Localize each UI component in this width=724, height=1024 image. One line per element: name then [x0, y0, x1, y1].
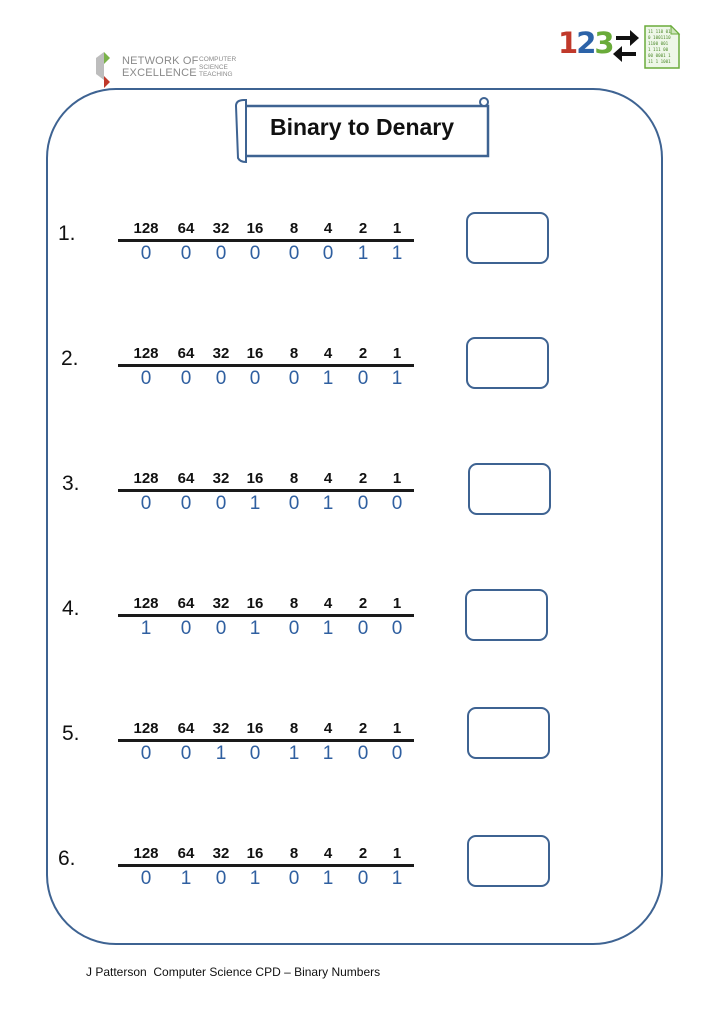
binary-digits [118, 743, 414, 767]
logo-line-2: EXCELLENCE [122, 67, 197, 79]
place-value: 32 [212, 845, 230, 862]
place-value: 16 [246, 595, 264, 612]
divider-line [118, 364, 414, 367]
place-value: 8 [289, 720, 299, 737]
place-value: 16 [246, 345, 264, 362]
place-value: 128 [133, 220, 159, 237]
place-value: 128 [133, 720, 159, 737]
binary-digit: 1 [322, 743, 334, 764]
place-value: 64 [177, 345, 195, 362]
question-number: 2. [61, 347, 79, 370]
digit-three: 3 [594, 26, 613, 60]
place-value: 2 [358, 845, 368, 862]
digit-one: 1 [558, 26, 577, 60]
place-value-header [118, 470, 414, 490]
place-value: 8 [289, 845, 299, 862]
place-value: 4 [323, 720, 333, 737]
binary-digit: 0 [215, 868, 227, 889]
place-value: 32 [212, 720, 230, 737]
doc-icon-line: 00 0001 1 [648, 53, 671, 58]
binary-digit: 0 [140, 368, 152, 389]
binary-digit: 0 [140, 743, 152, 764]
place-value: 64 [177, 595, 195, 612]
place-value-header [118, 845, 414, 865]
binary-digit: 0 [357, 868, 369, 889]
binary-digit: 1 [180, 868, 192, 889]
place-value: 2 [358, 470, 368, 487]
place-value: 32 [212, 595, 230, 612]
binary-digit: 0 [391, 493, 403, 514]
binary-digit: 0 [180, 493, 192, 514]
binary-digit: 0 [140, 243, 152, 264]
place-value: 16 [246, 220, 264, 237]
binary-digits [118, 368, 414, 392]
binary-digit: 0 [249, 368, 261, 389]
logo-sub-2: SCIENCE [199, 63, 228, 71]
place-value: 64 [177, 220, 195, 237]
place-value-header [118, 595, 414, 615]
binary-document-icon [643, 24, 681, 70]
divider-line [118, 614, 414, 617]
place-value: 2 [358, 345, 368, 362]
doc-icon-line: 1100 001 [648, 41, 669, 46]
digit-two: 2 [576, 26, 595, 60]
place-value: 32 [212, 220, 230, 237]
binary-digit: 1 [391, 868, 403, 889]
divider-line [118, 489, 414, 492]
binary-digit: 1 [140, 618, 152, 639]
logo-wordmark [122, 55, 199, 79]
footer-credit: J Patterson Computer Science CPD – Binary Numbers [86, 965, 381, 979]
binary-digit: 0 [288, 493, 300, 514]
page-title: Binary to Denary [269, 114, 455, 140]
binary-digit: 0 [391, 743, 403, 764]
binary-digits [118, 868, 414, 892]
binary-digit: 0 [215, 493, 227, 514]
doc-icon-line: 1 111 00 [648, 47, 669, 52]
binary-digit: 1 [322, 868, 334, 889]
place-value: 16 [246, 845, 264, 862]
logo-subtitle [199, 56, 236, 79]
answer-box[interactable] [466, 212, 549, 264]
binary-digit: 0 [357, 743, 369, 764]
binary-digits [118, 618, 414, 642]
place-value: 8 [289, 595, 299, 612]
binary-digits [118, 243, 414, 267]
logo-sub-3: TEACHING [199, 71, 233, 78]
numbers-icon [558, 26, 613, 60]
place-value-header [118, 345, 414, 365]
binary-digit: 0 [357, 368, 369, 389]
binary-digit: 1 [215, 743, 227, 764]
binary-digit: 0 [288, 868, 300, 889]
question-number: 3. [62, 472, 80, 495]
place-value: 4 [323, 345, 333, 362]
answer-box[interactable] [467, 835, 550, 887]
answer-box[interactable] [468, 463, 551, 515]
place-value: 16 [246, 720, 264, 737]
question-number: 6. [58, 847, 76, 870]
binary-digit: 0 [215, 243, 227, 264]
binary-digit: 1 [322, 368, 334, 389]
place-value: 8 [289, 345, 299, 362]
binary-digit: 1 [391, 368, 403, 389]
place-value: 1 [392, 220, 402, 237]
place-value-header [118, 220, 414, 240]
place-value: 128 [133, 845, 159, 862]
binary-digit: 1 [249, 618, 261, 639]
place-value: 4 [323, 595, 333, 612]
place-value: 1 [392, 720, 402, 737]
place-value: 32 [212, 470, 230, 487]
place-value: 8 [289, 470, 299, 487]
binary-digit: 1 [391, 243, 403, 264]
divider-line [118, 739, 414, 742]
logo-line-1: NETWORK OF [122, 55, 199, 67]
doc-icon-line: 11 1 1001 [648, 59, 671, 64]
place-value: 2 [358, 220, 368, 237]
question-number: 4. [62, 597, 80, 620]
doc-icon-line: 11 110 01 [648, 29, 671, 34]
place-value: 4 [323, 220, 333, 237]
answer-box[interactable] [465, 589, 548, 641]
binary-digit: 1 [249, 493, 261, 514]
binary-digit: 0 [357, 493, 369, 514]
answer-box[interactable] [467, 707, 550, 759]
question-number: 1. [58, 222, 76, 245]
place-value: 1 [392, 345, 402, 362]
place-value: 1 [392, 595, 402, 612]
binary-digit: 0 [180, 243, 192, 264]
place-value: 4 [323, 470, 333, 487]
place-value: 128 [133, 470, 159, 487]
binary-digit: 0 [180, 618, 192, 639]
binary-digit: 0 [288, 368, 300, 389]
binary-digit: 0 [288, 243, 300, 264]
binary-digit: 1 [249, 868, 261, 889]
place-value: 1 [392, 470, 402, 487]
swap-arrows-icon [612, 26, 640, 66]
place-value: 8 [289, 220, 299, 237]
binary-digit: 0 [391, 618, 403, 639]
place-value: 64 [177, 470, 195, 487]
place-value: 1 [392, 845, 402, 862]
binary-digit: 0 [215, 368, 227, 389]
binary-digit: 1 [322, 618, 334, 639]
binary-digit: 0 [288, 618, 300, 639]
binary-digit: 0 [140, 868, 152, 889]
place-value: 2 [358, 595, 368, 612]
binary-digit: 0 [180, 368, 192, 389]
answer-box[interactable] [466, 337, 549, 389]
binary-digits [118, 493, 414, 517]
binary-digit: 0 [249, 243, 261, 264]
place-value: 128 [133, 345, 159, 362]
binary-digit: 1 [322, 493, 334, 514]
binary-digit: 1 [288, 743, 300, 764]
divider-line [118, 239, 414, 242]
binary-digit: 0 [249, 743, 261, 764]
place-value: 16 [246, 470, 264, 487]
place-value: 4 [323, 845, 333, 862]
place-value: 32 [212, 345, 230, 362]
divider-line [118, 864, 414, 867]
place-value: 128 [133, 595, 159, 612]
binary-digit: 0 [140, 493, 152, 514]
binary-digit: 0 [357, 618, 369, 639]
question-number: 5. [62, 722, 80, 745]
doc-icon-line: 0 1001110 [648, 35, 671, 40]
logo-sub-1: COMPUTER [199, 56, 237, 63]
binary-digit: 0 [215, 618, 227, 639]
place-value: 64 [177, 720, 195, 737]
place-value-header [118, 720, 414, 740]
binary-digit: 0 [180, 743, 192, 764]
place-value: 64 [177, 845, 195, 862]
binary-digit: 1 [357, 243, 369, 264]
binary-digit: 0 [322, 243, 334, 264]
place-value: 2 [358, 720, 368, 737]
